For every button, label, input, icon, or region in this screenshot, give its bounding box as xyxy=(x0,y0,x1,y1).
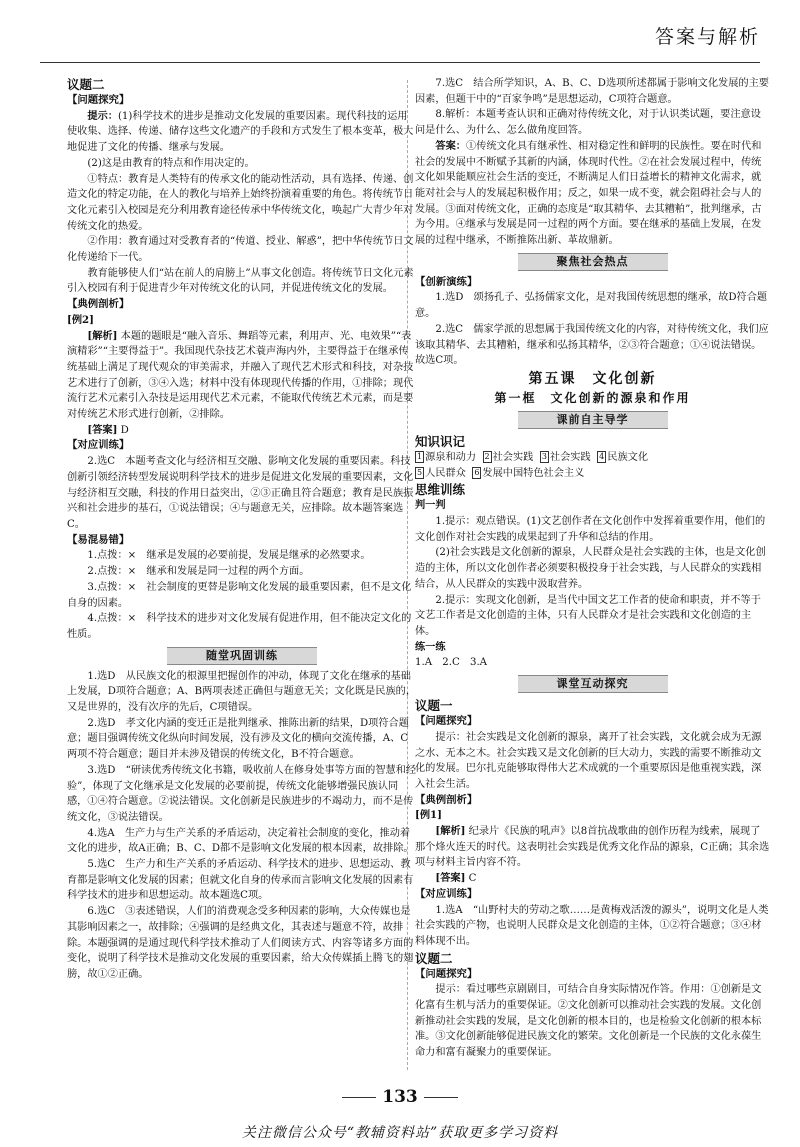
knowledge-answer: 发展中国特色社会主义 xyxy=(482,467,585,479)
analysis-text: 纪录片《民族的吼声》以8首抗战歌曲的创作历程为线索，展现了那个烽火连天的时代。这表明社会实践是优秀文化作品的源泉，C正确；其余选项与材料主旨内容不符。 xyxy=(415,826,770,869)
list-item: 7.选C 结合所学知识，A、B、C、D选项所述都属于影响文化发展的主要因素，但题干中的“百家争鸣”是思想运动，C项符合题意。 xyxy=(415,78,769,105)
knowledge-answer: 社会实践 xyxy=(492,451,534,463)
footer-note: 关注微信公众号“教辅资料站”获取更多学习资料 xyxy=(241,1125,559,1141)
analysis-label: [解析] xyxy=(435,825,466,838)
paragraph xyxy=(415,139,770,249)
list-item: 5.选C 生产力和生产关系的矛盾运动、科学技术的进步、思想运动、教育都是影响文化发展的因素；但就文化自身的传承而言影响文化发展的因素有科学技术的进步和思想运动。故本题选C项。 xyxy=(67,859,414,902)
paragraph: (2)这是由教育的特点和作用决定的。 xyxy=(87,157,255,169)
list-item: 1.选A “山野村夫的劳动之歌……是黄梅戏活泼的源头”，说明文化是人类社会实践的产物，也说明人民群众是文化创造的主体，①②符合题意；③④材料体现不出。 xyxy=(415,904,769,947)
subheading-small: 判一判 xyxy=(415,499,446,512)
list-item: 1.选D 颂扬孔子、弘扬儒家文化，是对我国传统思想的继承，故D符合题意。 xyxy=(415,292,768,320)
knowledge-answer: 民族文化 xyxy=(607,451,649,463)
page-number-dash xyxy=(424,1097,458,1098)
topic-heading: 议题一 xyxy=(415,698,453,714)
paragraph: 提示：看过哪些京剧剧目，可结合自身实际情况作答。作用：①创新是文化富有生机与活力的重要保证。②文化创新可以推动社会实践的发展。文化创新推动社会实践的发展，是文化创新的根本目的，也是检验文化创新的根本标准。③文化创新能够促进民族文化的繁荣。文化创新是一个民族的文化永葆生命力和富有凝聚力的重要保证。 xyxy=(415,984,762,1059)
topic-heading: 议题二 xyxy=(415,950,453,966)
answer-text: ①传统文化具有继承性、相对稳定性和鲜明的民族性。要在时代和社会的发展中不断赋予其新的内涵，体现时代性。②在社会发展过程中，传统文化如果能顺应社会生活的变迁，不断满足人们日益增长的精神文化需求，就能对社会与人的发展起积极作用；反之，如果一成不变，就会阻碍社会与人的发展。③面对传统文化，正确的态度是“取其精华、去其糟粕”，批判继承，古为今用。④继承与发展是同一过程的两个方面。要在继承的基础上发展，在发展的过程中继承，不断推陈出新、革故鼎新。 xyxy=(415,140,762,247)
answer-number-box: 3 xyxy=(541,451,547,461)
analysis-label: [解析] xyxy=(87,329,118,342)
knowledge-answers xyxy=(415,450,770,481)
example-number: [例1] xyxy=(415,809,442,822)
answer-number-box: 5 xyxy=(417,467,423,477)
section-label-problem: 【问题探究】 xyxy=(415,715,478,728)
section-label-problem: 【问题探究】 xyxy=(67,94,130,106)
section-banner: 课堂互动探究 xyxy=(518,675,668,693)
practice-answers: 1.A 2.C 3.A xyxy=(415,657,488,669)
list-item: 6.选C ③表述错误，人们的消费观念受多种因素的影响，大众传媒也是其影响因素之一，故排除；④强调的是经典文化，其表述与题意不符，故排除。本题强调的是通过现代科学技术推动了人们阅读方式、内容等诸多方面的变化，说明了科学技术是推动文化发展的重要因素，给大众传媒插上腾飞的翅膀，故①②正确。 xyxy=(67,906,414,980)
list-item: 2.选D 孝文化内涵的变迁正是批判继承、推陈出新的结果，D项符合题意；题目强调传统文化纵向时间发展，没有涉及文化的横向交流传播，A、C两项不符合题意；题目并未涉及错误的传统文化，B不符合题意。 xyxy=(67,717,409,761)
answer-number-box: 1 xyxy=(417,451,423,461)
paragraph xyxy=(415,871,770,887)
knowledge-answer: 社会实践 xyxy=(549,451,591,463)
list-item: 2.点拨：× 继承和发展是同一过程的两个方面。 xyxy=(87,566,310,578)
topic-heading: 议题二 xyxy=(67,77,105,92)
paragraph: 提示：社会实践是文化创新的源泉，离开了社会实践，文化就会成为无源之水、无本之木。社会实践又是文化创新的巨大动力，实践的需要不断推动文化的发展。巴尔扎克能够取得伟大艺术成就的一个重要原因是他重视实践，深入社会生活。 xyxy=(415,731,762,790)
section-label-problem: 【问题探究】 xyxy=(415,967,478,980)
answer-text: C xyxy=(468,873,477,885)
answer-label: 答案： xyxy=(435,139,466,152)
list-item: 1.提示：观点错误。(1)文艺创作者在文化创作中发挥着重要作用，他们的文化创作对社会实践的成果起到了升华和总结的作用。 xyxy=(415,516,766,543)
list-item: 4.点拨：× 科学技术的进步对文化发展有促进作用，但不能决定文化的性质。 xyxy=(67,613,412,640)
header-title: 答案与解析 xyxy=(654,26,760,48)
paragraph xyxy=(67,109,417,156)
section-banner: 聚焦社会热点 xyxy=(518,253,668,271)
paragraph xyxy=(67,423,417,439)
section-banner: 课前自主导学 xyxy=(518,411,668,429)
list-item: 1.点拨：× 继承是发展的必要前提，发展是继承的必然要求。 xyxy=(87,550,371,562)
hint-text: (1)科学技术的进步是推动文化发展的重要因素。现代科技的运用使收集、选择、传递、储存这些文化遗产的手段和方式发生了根本变革，极大地促进了文化的传播、继承与发展。 xyxy=(67,110,414,154)
section-label-innovate: 【创新演练】 xyxy=(415,275,478,288)
example-number: [例2] xyxy=(67,313,94,326)
section-label-example: 【典例剖析】 xyxy=(67,298,130,311)
answer-text: D xyxy=(120,424,129,436)
section-label-drill: 【对应训练】 xyxy=(67,439,130,452)
section-banner: 随堂巩固训练 xyxy=(167,647,317,665)
list-item: 2.提示：实现文化创新，是当代中国文艺工作者的使命和职责，并不等于文艺工作者是文化创造的主体，只有人民群众才是社会实践和文化创造的主体。 xyxy=(415,594,761,637)
list-item: 1.选D 从民族文化的根源里把握创作的冲动，体现了文化在继承的基础上发展，D项符合题意；A、B两项表述正确但与题意无关；文化既是民族的，又是世界的，没有次序的先后，C项错误。 xyxy=(67,670,417,714)
section-label-mistake: 【易混易错】 xyxy=(67,533,130,546)
page-number: 133 xyxy=(382,1087,418,1107)
hint-label: 提示： xyxy=(87,109,118,122)
subheading-small: 练一练 xyxy=(415,640,446,653)
answer-label: [答案] xyxy=(435,872,466,885)
paragraph xyxy=(415,824,770,871)
paragraph xyxy=(67,329,417,423)
page-number-dash xyxy=(342,1097,376,1098)
subheading: 知识识记 xyxy=(415,433,466,449)
knowledge-answer: 人民群众 xyxy=(425,467,466,479)
paragraph: 2.选C 本题考查文化与经济相互交融、影响文化发展的重要因素。科技创新引领经济转型发展说明科学技术的进步是促进文化发展的重要因素，文化与经济相互交融，科技的作用日益突出，②③正确且符合题意；教育是民族振兴和社会进步的基石，①说法错误；④与题意无关，应排除。故本题答案选C。 xyxy=(67,456,414,530)
analysis-text: 本题的题眼是“融入音乐、舞蹈等元素，利用声、光、电效果”“表演精彩”“主要得益于”。我国现代杂技艺术蓑声海内外，主要得益于在继承传统基础上满足了现代观众的审美需求，并融入了现代艺术形式和科技，对杂技艺术进行了创新，③④入选；材料中没有体现现代传播的作用，①排除；现代流行艺术元素引入杂技是运用现代艺术元素，不能取代传统艺术元素，而是要对传统艺术形式进行创新，②排除。 xyxy=(67,330,414,421)
page-number-row xyxy=(0,1087,800,1107)
paragraph: (2)社会实践是文化创新的源泉，人民群众是社会实践的主体，也是文化创造的主体，所以文化创作者必须要积极投身于社会实践，与人民群众的实践相结合，从人民群众的实践中汲取营养。 xyxy=(415,547,766,590)
page-header xyxy=(0,0,800,66)
paragraph: ②作用：教育通过对受教育者的“传道、授业、解惑”，把中华传统节日文化传递给下一代。 xyxy=(67,236,414,264)
lesson-title: 第五课 文化创新 xyxy=(528,370,657,387)
list-item: 3.点拨：× 社会制度的更替是影响文化发展的最重要因素，但不是文化自身的因素。 xyxy=(67,581,412,609)
answer-number-box: 2 xyxy=(484,451,490,461)
list-item: 4.选A 生产力与生产关系的矛盾运动，决定着社会制度的变化，推动着文化的进步，故A正确；B、C、D都不是影响文化发展的根本因素，故排除。 xyxy=(67,827,414,855)
left-column xyxy=(67,76,417,983)
knowledge-answer: 源泉和动力 xyxy=(425,451,477,463)
header-rule xyxy=(40,62,760,63)
list-item: 3.选D “研读优秀传统文化书籍，吸收前人在修身处事等方面的智慧和经验”，体现了文化继承是文化发展的必要前提，传统文化能够增强民族认同感，①④符合题意。②说法错误。文化创新是民族进步的不竭动力，而不是传统文化，③说法错误。 xyxy=(67,764,417,823)
section-label-example: 【典例剖析】 xyxy=(415,793,478,806)
paragraph: ①特点：教育是人类特有的传承文化的能动性活动，具有选择、传递、创造文化的特定功能，在人的教化与培养上始终扮演着重要的角色。将传统节日文化元素引入校园是充分利用教育途径传承中华传统文化，唤起广大青少年对传统文化的热爱。 xyxy=(67,173,414,232)
list-item: 8.解析：本题考查认识和正确对待传统文化，对于认识类试题，要注意设问是什么、为什么、怎么做角度回答。 xyxy=(415,109,761,137)
subheading: 思维训练 xyxy=(415,482,466,498)
list-item: 2.选C 儒家学派的思想属于我国传统文化的内容，对待传统文化，我们应该取其精华、去其糟粕，继承和弘扬其精华，②③符合题意；①④说法错误。故选C项。 xyxy=(415,323,769,367)
answer-number-box: 4 xyxy=(599,451,605,461)
answer-label: [答案] xyxy=(87,423,118,436)
right-column xyxy=(415,76,770,1061)
paragraph: 教育能够使人们“站在前人的肩膀上”从事文化创造。将传统节日文化元素引入校园有利于促进青少年对传统文化的认同，并促进传统文化的发展。 xyxy=(67,267,414,295)
frame-title: 第一框 文化创新的源泉和作用 xyxy=(494,390,691,405)
answer-number-box: 6 xyxy=(474,467,480,477)
section-label-drill: 【对应训练】 xyxy=(415,887,478,900)
